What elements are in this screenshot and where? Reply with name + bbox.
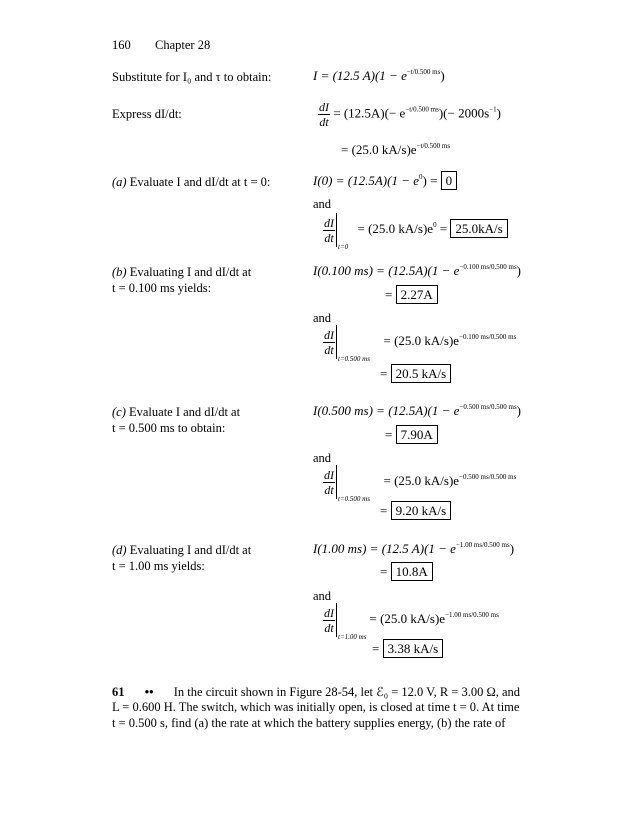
part-b-result-2 bbox=[380, 366, 451, 382]
part-a-derivative bbox=[323, 213, 508, 251]
part-c-eval-sub: t=0.500 ms bbox=[338, 495, 370, 503]
part-c-text-1: Evaluate I and dI/dt at bbox=[125, 405, 241, 419]
part-a-equation bbox=[313, 173, 457, 189]
part-d-exp: −1.00 ms/0.500 ms bbox=[455, 541, 510, 549]
part-b-answer2: 20.5 kA/s bbox=[391, 364, 452, 383]
part-c-result-2 bbox=[380, 503, 451, 519]
express-eq1-a: = (12.5A)(− e bbox=[333, 105, 406, 121]
part-b-derivative bbox=[323, 325, 517, 363]
part-c-derivative bbox=[323, 465, 517, 503]
part-b-label-2: t = 0.100 ms yields: bbox=[112, 281, 212, 295]
part-b-and: and bbox=[313, 311, 332, 325]
problem-line-3: t = 0.500 s, find (a) the rate at which the battery supplies energy, (b) the rate of bbox=[112, 716, 506, 730]
part-c-answer2: 9.20 kA/s bbox=[391, 501, 452, 520]
part-b-exp: −0.100 ms/0.500 ms bbox=[459, 263, 517, 271]
part-b-letter: (b) bbox=[112, 265, 127, 279]
part-d-answer2: 3.38 kA/s bbox=[383, 639, 444, 658]
part-b-eval-bar bbox=[336, 325, 370, 363]
chapter-title: Chapter 28 bbox=[155, 38, 211, 52]
frac-num: dI bbox=[324, 467, 334, 482]
part-d-label-2: t = 1.00 ms yields: bbox=[112, 559, 205, 573]
part-d-fraction bbox=[323, 606, 335, 635]
part-d-equation bbox=[313, 541, 514, 557]
part-d-text-1: Evaluating I and dI/dt at bbox=[126, 543, 252, 557]
problem-line-1 bbox=[112, 684, 520, 700]
part-b-fraction bbox=[323, 328, 335, 357]
part-c-letter: (c) bbox=[112, 405, 126, 419]
express-eq1-exp2: −1 bbox=[489, 105, 497, 114]
part-a-eq: I(0) = (12.5A)(1 − e bbox=[313, 173, 419, 188]
part-b-tail: ) bbox=[516, 263, 522, 278]
part-c-exp: −0.500 ms/0.500 ms bbox=[459, 403, 517, 411]
problem-difficulty-dots: •• bbox=[144, 685, 154, 699]
express-eq2: = (25.0 kA/s)e bbox=[341, 142, 417, 157]
problem-line-2: L = 0.600 H. The switch, which was initially open, is closed at time t = 0. At time bbox=[112, 700, 520, 714]
part-b-text-1: Evaluating I and dI/dt at bbox=[126, 265, 252, 279]
express-eq2-exp: −t/0.500 ms bbox=[416, 142, 451, 150]
part-a-fraction bbox=[323, 216, 335, 245]
part-a-label bbox=[112, 175, 270, 190]
part-a-tail: ) = bbox=[422, 173, 438, 188]
page-number: 160 bbox=[112, 38, 131, 52]
part-d-equals: = bbox=[380, 564, 388, 579]
part-b-equation bbox=[313, 263, 521, 279]
part-c-and: and bbox=[313, 451, 332, 465]
part-c-result bbox=[385, 427, 438, 443]
part-b-eval-sub: t=0.500 ms bbox=[338, 355, 370, 363]
part-d-derivative bbox=[323, 603, 499, 641]
part-a-text: Evaluate I and dI/dt at t = 0: bbox=[126, 175, 271, 189]
part-c-eq2-exp: −0.500 ms/0.500 ms bbox=[459, 472, 517, 481]
page-header bbox=[112, 38, 210, 53]
part-b-eq2-equals: = bbox=[380, 366, 388, 381]
part-a-letter: (a) bbox=[112, 175, 127, 189]
problem-number: 61 bbox=[112, 685, 125, 699]
part-c-label-1 bbox=[112, 405, 240, 420]
frac-den: dt bbox=[324, 342, 334, 357]
substitute-eq-exponent: −t/0.500 ms bbox=[406, 68, 441, 76]
frac-num: dI bbox=[324, 605, 334, 620]
express-label: Express dI/dt: bbox=[112, 107, 182, 121]
part-d-and: and bbox=[313, 589, 332, 603]
part-d-letter: (d) bbox=[112, 543, 127, 557]
express-fraction bbox=[318, 100, 330, 129]
part-c-eq2-equals: = bbox=[380, 503, 388, 518]
express-eq1-c: ) bbox=[496, 105, 501, 121]
frac-den: dt bbox=[324, 482, 334, 497]
frac-den: dt bbox=[324, 620, 334, 635]
part-c-equation bbox=[313, 403, 521, 419]
part-c-label-2: t = 0.500 ms to obtain: bbox=[112, 421, 226, 435]
part-a-eq2: = (25.0 kA/s)e bbox=[357, 220, 434, 236]
part-a-answer2: 25.0kA/s bbox=[450, 219, 507, 238]
express-eq1-b: )(− 2000s bbox=[438, 105, 490, 121]
part-d-result bbox=[380, 564, 433, 580]
frac-den: dt bbox=[324, 230, 334, 245]
part-d-tail: ) bbox=[509, 541, 515, 556]
part-a-answer: 0 bbox=[441, 171, 458, 190]
part-b-eq: I(0.100 ms) = (12.5A)(1 − e bbox=[313, 263, 460, 278]
substitute-eq-main: I = (12.5 A)(1 − e bbox=[313, 68, 407, 83]
part-a-eval-sub: t=0 bbox=[338, 243, 349, 251]
part-c-answer: 7.90A bbox=[396, 425, 438, 444]
part-d-result-2 bbox=[372, 641, 443, 657]
part-c-fraction bbox=[323, 468, 335, 497]
part-b-result bbox=[385, 287, 438, 303]
problem-text-1: In the circuit shown in Figure 28-54, let ℰ₀ = 12.0 V, R = 3.00 Ω, and bbox=[173, 685, 521, 699]
part-a-eval-bar bbox=[336, 213, 349, 251]
substitute-label: Substitute for I₀ and τ to obtain: bbox=[112, 70, 272, 84]
part-d-eq2-equals: = bbox=[372, 641, 380, 656]
frac-num: dI bbox=[324, 215, 334, 230]
part-b-label-1 bbox=[112, 265, 251, 280]
express-equation-1 bbox=[318, 100, 501, 129]
part-d-eval-bar bbox=[336, 603, 367, 641]
part-b-equals: = bbox=[385, 287, 393, 302]
substitute-eq-tail: ) bbox=[440, 68, 445, 83]
part-d-eval-sub: t=1.00 ms bbox=[338, 633, 367, 641]
express-eq1-exp: −t/0.500 ms bbox=[405, 105, 439, 114]
frac-num: dI bbox=[319, 100, 329, 114]
part-b-answer: 2.27A bbox=[396, 285, 438, 304]
part-d-answer: 10.8A bbox=[391, 562, 433, 581]
part-b-eq2-exp: −0.100 ms/0.500 ms bbox=[459, 332, 517, 341]
part-a-and: and bbox=[313, 197, 332, 211]
express-equation-2 bbox=[341, 142, 450, 158]
frac-den: dt bbox=[319, 115, 329, 129]
part-a-eq2-exp: 0 bbox=[433, 220, 437, 229]
part-d-label-1 bbox=[112, 543, 251, 558]
frac-num: dI bbox=[324, 327, 334, 342]
part-a-exp: 0 bbox=[418, 173, 423, 181]
part-d-eq2-exp: −1.00 ms/0.500 ms bbox=[445, 610, 499, 619]
substitute-equation bbox=[313, 68, 445, 84]
part-c-tail: ) bbox=[516, 403, 522, 418]
part-b-eq2: = (25.0 kA/s)e bbox=[383, 332, 460, 348]
part-c-eq2: = (25.0 kA/s)e bbox=[383, 472, 460, 488]
part-c-eval-bar bbox=[336, 465, 370, 503]
part-c-equals: = bbox=[385, 427, 393, 442]
part-d-eq: I(1.00 ms) = (12.5 A)(1 − e bbox=[313, 541, 456, 556]
part-d-eq2: = (25.0 kA/s)e bbox=[369, 610, 446, 626]
part-a-eq2-tail: = bbox=[439, 220, 448, 236]
part-c-eq: I(0.500 ms) = (12.5A)(1 − e bbox=[313, 403, 460, 418]
